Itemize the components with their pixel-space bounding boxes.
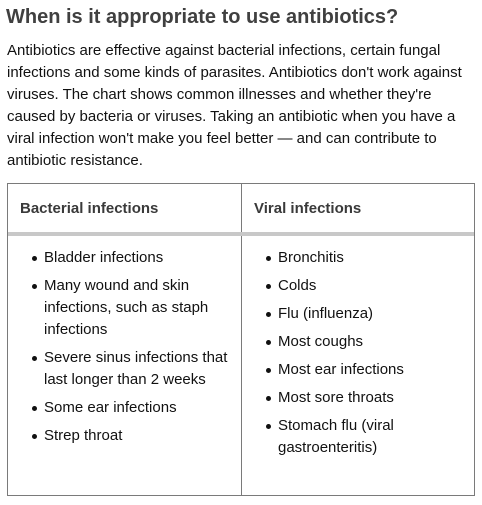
list-item-text: Bladder infections (44, 249, 164, 266)
bullet-icon (266, 312, 271, 317)
list-item-text: Severe sinus infections that last longer than 2 weeks (44, 349, 228, 388)
list-item-text: Stomach flu (viral gastroenteritis) (278, 417, 394, 456)
header-divider (8, 232, 474, 236)
bullet-icon (266, 284, 271, 289)
list-item-text: Some ear infections (44, 399, 177, 416)
list-item (256, 303, 466, 325)
list-item (256, 275, 466, 297)
list-item (22, 425, 232, 447)
list-item (256, 359, 466, 381)
list-item (256, 387, 466, 409)
list-item-text: Strep throat (44, 427, 123, 444)
bacterial-column-header: Bacterial infections (20, 200, 159, 217)
bacterial-infections-list (22, 247, 232, 453)
list-item (22, 275, 232, 341)
bullet-icon (32, 406, 37, 411)
bullet-icon (266, 424, 271, 429)
list-item-text: Most ear infections (278, 361, 404, 378)
list-item (256, 247, 466, 269)
bullet-icon (266, 340, 271, 345)
list-item (22, 397, 232, 419)
list-item (22, 347, 232, 391)
bullet-icon (32, 434, 37, 439)
list-item (22, 247, 232, 269)
list-item-text: Flu (influenza) (278, 305, 374, 322)
viral-column-header: Viral infections (254, 200, 362, 217)
infection-comparison-table (7, 183, 475, 496)
list-item (256, 415, 466, 459)
list-item-text: Many wound and skin infections, such as staph infections (44, 277, 209, 338)
intro-paragraph: Antibiotics are effective against bacterial infections, certain fungal infections and some kinds of parasites. Antibiotics don't work against viruses. The chart shows common illnesses and whether they're caused by bacteria or viruses. Taking an antibiotic when you have a viral infection won't make you feel better — and can contribute to antibiotic resistance. (7, 42, 462, 169)
bullet-icon (32, 284, 37, 289)
bullet-icon (266, 256, 271, 261)
list-item (256, 331, 466, 353)
bullet-icon (266, 368, 271, 373)
list-item-text: Colds (278, 277, 317, 294)
list-item-text: Bronchitis (278, 249, 344, 266)
bullet-icon (32, 256, 37, 261)
bullet-icon (266, 396, 271, 401)
bullet-icon (32, 356, 37, 361)
viral-infections-list (256, 247, 466, 465)
table-header-row (8, 184, 474, 232)
list-item-text: Most coughs (278, 333, 364, 350)
list-item-text: Most sore throats (278, 389, 394, 406)
page-title: When is it appropriate to use antibiotics? (6, 6, 399, 28)
